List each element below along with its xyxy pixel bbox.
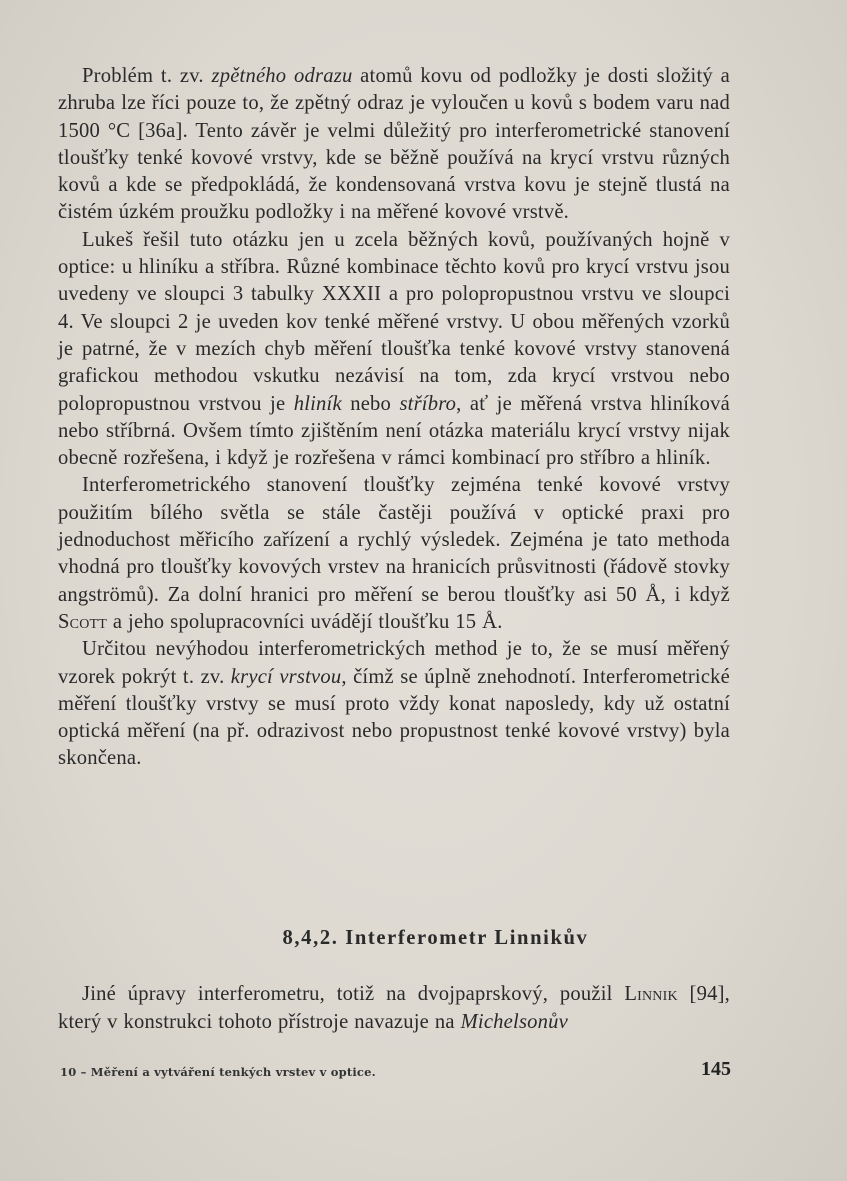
body-text-continued: [58, 980, 730, 1036]
section-heading: 8,4,2. Interferometr Linnikův: [282, 927, 589, 949]
text-run: nebo: [341, 392, 400, 415]
italic-term: krycí vrstvou: [230, 665, 342, 688]
page-number: 145: [701, 1058, 731, 1080]
text-run: , ať je měřená vrstva hliníková nebo stříbrná. Ovšem tímto zjištěním není otázka materiálu krycí vrstvy nijak obecně rozřešena, i když je rozřešena v rámci kombinací pro stříbro a hliník.: [58, 392, 731, 470]
paragraph-2: [58, 227, 730, 473]
italic-term: stříbro: [399, 392, 457, 415]
text-run: [94], který v konstrukci tohoto přístroje navazuje na: [58, 983, 730, 1033]
author-name: Scott: [58, 610, 108, 633]
signature-mark: 10 – Měření a vytváření tenkých vrstev v optice.: [60, 1065, 376, 1079]
text-run: Lukeš řešil tuto otázku jen u zcela běžných kovů, používaných hojně v optice: u hliníku a stříbra. Různé kombinace těchto kovů pro krycí vrstvu jsou uvedeny ve sloupci 3 tabulky XXXII a pro polopropustnou vrstvu ve sloupci 4. Ve sloupci 2 je uveden kov tenké měřené vrstvy. U obou měřených vzorků je patrné, že v mezích chyb měření tloušťka tenké kovové vrstvy stanovená grafickou methodou vskutku nezávisí na tom, zda krycí vrstvou nebo polopropustnou vrstvou je: [58, 228, 730, 415]
text-run: Jiné úpravy interferometru, totiž na dvojpaprskový, použil: [82, 983, 625, 1005]
paragraph-5: [58, 980, 730, 1036]
paragraph-1: [58, 63, 730, 227]
italic-term: zpětného odrazu: [211, 65, 353, 87]
text-run: a jeho spolupracovníci uvádějí tloušťku 15 Å.: [107, 610, 503, 633]
body-text: [58, 63, 730, 773]
text-run: Určitou nevýhodou interferometrických method je to, že se musí měřený vzorek pokrýt t. zv.: [58, 638, 730, 688]
paragraph-4: [58, 636, 730, 772]
text-run: Interferometrického stanovení tloušťky zejména tenké kovové vrstvy použitím bílého světla se stále častěji používá v optické praxi pro jednoduchost měřicího zařízení a rychlý výsledek. Zejména je tato methoda vhodná pro tloušťky kovových vrstev na hranicích průsvitnosti (řádově stovky angströmů). Za dolní hranici pro měření se berou tloušťky asi 50 Å, i když: [58, 474, 730, 606]
text-run: , čímž se úplně znehodnotí. Interferometrické měření tloušťky vrstvy se musí proto vždy konat naposledy, kdy už ostatní optická měření (na př. odrazivost nebo propustnost tenké kovové vrstvy) byla skončena.: [58, 665, 730, 770]
text-run: atomů kovu od podložky je dosti složitý a zhruba lze říci pouze to, že zpětný odraz je vyloučen u kovů s bodem varu nad 1500 °C [36a]. Tento závěr je velmi důležitý pro interferometrické stanovení tloušťky tenké kovové vrstvy, kde se běžně používá na krycí vrstvu různých kovů a kde se předpokládá, že kondensovaná vrstva kovu je stejně tlustá na čistém úzkém proužku podložky i na měřené kovové vrstvě.: [58, 65, 730, 224]
paragraph-3: [58, 472, 730, 636]
author-name: Linnik: [624, 983, 678, 1005]
italic-term: hliník: [293, 392, 342, 415]
text-run: Problém t. zv.: [82, 65, 212, 87]
italic-term: Michelsonův: [460, 1011, 568, 1033]
